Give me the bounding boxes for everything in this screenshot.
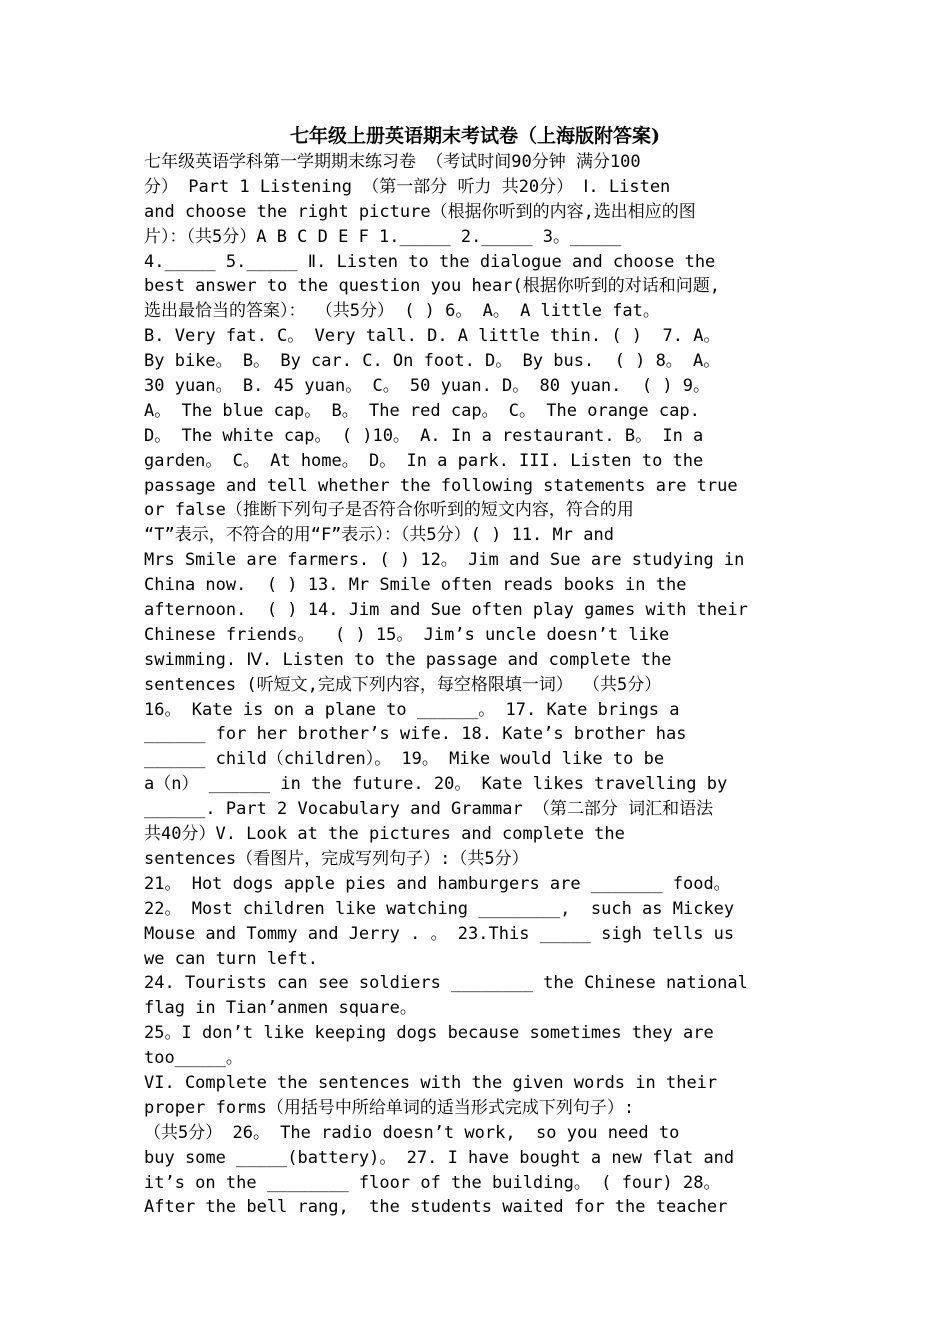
text-line: swimming. Ⅳ. Listen to the passage and complete the xyxy=(144,649,672,670)
text-line: D。 The white cap。 ( )10。 A. In a restaurant. B。 In a xyxy=(144,425,704,446)
text-line: sentences（看图片，完成写列句子）:（共5分） xyxy=(144,848,529,869)
text-line: （共5分） 26。 The radio doesn’t work, so you need to xyxy=(144,1122,680,1143)
text-line: best answer to the question you hear(根据你听到的对话和问题, xyxy=(144,276,720,297)
text-line: 16。 Kate is on a plane to ______。 17. Kate brings a xyxy=(144,699,680,720)
text-line: and choose the right picture（根据你听到的内容,选出相应的图 xyxy=(144,201,696,222)
text-line: proper forms（用括号中所给单词的适当形式完成下列句子）: xyxy=(144,1097,635,1118)
text-line: it’s on the ________ floor of the building。 ( four) 28。 xyxy=(144,1172,721,1193)
text-line: After the bell rang, the students waited for the teacher xyxy=(144,1197,728,1218)
text-line: “T”表示，不符合的用“F”表示）：（共5分）( ) 11. Mr and xyxy=(144,525,614,546)
text-line: 24. Tourists can see soldiers ________ the Chinese national xyxy=(144,973,748,994)
text-line: China now. ( ) 13. Mr Smile often reads books in the xyxy=(144,575,687,596)
text-line: 共40分）V. Look at the pictures and complete the xyxy=(144,824,625,845)
text-line: VI. Complete the sentences with the given words in their xyxy=(144,1072,718,1093)
text-line: too_____。 xyxy=(144,1048,243,1069)
text-line: passage and tell whether the following statements are true xyxy=(144,475,738,496)
text-line: a（n） ______ in the future. 20。 Kate likes travelling by xyxy=(144,774,728,795)
text-line: we can turn left. xyxy=(144,948,318,969)
text-line: 21。 Hot dogs apple pies and hamburgers are _______ food。 xyxy=(144,873,731,894)
document-body xyxy=(144,150,824,1220)
text-line: ______ child（children）。 19。 Mike would like to be xyxy=(144,749,665,770)
text-line: Mrs Smile are farmers. ( ) 12。 Jim and Sue are studying in xyxy=(144,550,745,571)
text-line: 25。I don’t like keeping dogs because sometimes they are xyxy=(144,1023,714,1044)
text-line: flag in Tian’anmen square。 xyxy=(144,998,417,1019)
text-line: ______ for her brother’s wife. 18. Kate’s brother has xyxy=(144,724,687,745)
text-line: 七年级英语学科第一学期期末练习卷 （考试时间90分钟 满分100 xyxy=(144,152,641,172)
text-line: 30 yuan。 B. 45 yuan。 C。 50 yuan. D。 80 yuan. ( ) 9。 xyxy=(144,376,711,397)
text-line: 分） Part 1 Listening （第一部分 听力 共20分） Ⅰ. Listen xyxy=(144,176,671,197)
text-line: 片）：（共5分）A B C D E F 1._____ 2._____ 3。_____ xyxy=(144,226,622,247)
text-line: B. Very fat. C。 Very tall. D. A little thin. ( ) 7. A。 xyxy=(144,326,721,347)
text-line: sentences (听短文,完成下列内容，每空格限填一词） （共5分） xyxy=(144,674,662,695)
text-line: or false（推断下列句子是否符合你听到的短文内容，符合的用 xyxy=(144,500,634,521)
document-title: 七年级上册英语期末考试卷（上海版附答案) xyxy=(290,125,660,147)
text-line: garden。 C。 At home。 D。 In a park. III. Listen to the xyxy=(144,450,704,471)
text-line: Chinese friends。 ( ) 15。 Jim’s uncle doesn’t like xyxy=(144,624,670,645)
text-line: buy some _____(battery)。 27. I have bought a new flat and xyxy=(144,1147,735,1168)
text-line: ______. Part 2 Vocabulary and Grammar （第二部分 词汇和语法 xyxy=(144,799,714,820)
text-line: 4._____ 5._____ Ⅱ. Listen to the dialogue and choose the xyxy=(144,251,716,272)
text-line: 选出最恰当的答案）： （共5分） ( ) 6。 A。 A little fat。 xyxy=(144,301,660,322)
text-line: Mouse and Tommy and Jerry . 。 23.This _____ sigh tells us xyxy=(144,923,735,944)
text-line: A。 The blue cap。 B。 The red cap。 C。 The orange cap. xyxy=(144,400,700,421)
text-line: 22。 Most children like watching ________, such as Mickey xyxy=(144,898,735,919)
text-line: afternoon. ( ) 14. Jim and Sue often play games with their xyxy=(144,600,748,621)
text-line: By bike。 B。 By car. C. On foot. D。 By bus. ( ) 8。 A。 xyxy=(144,351,721,372)
